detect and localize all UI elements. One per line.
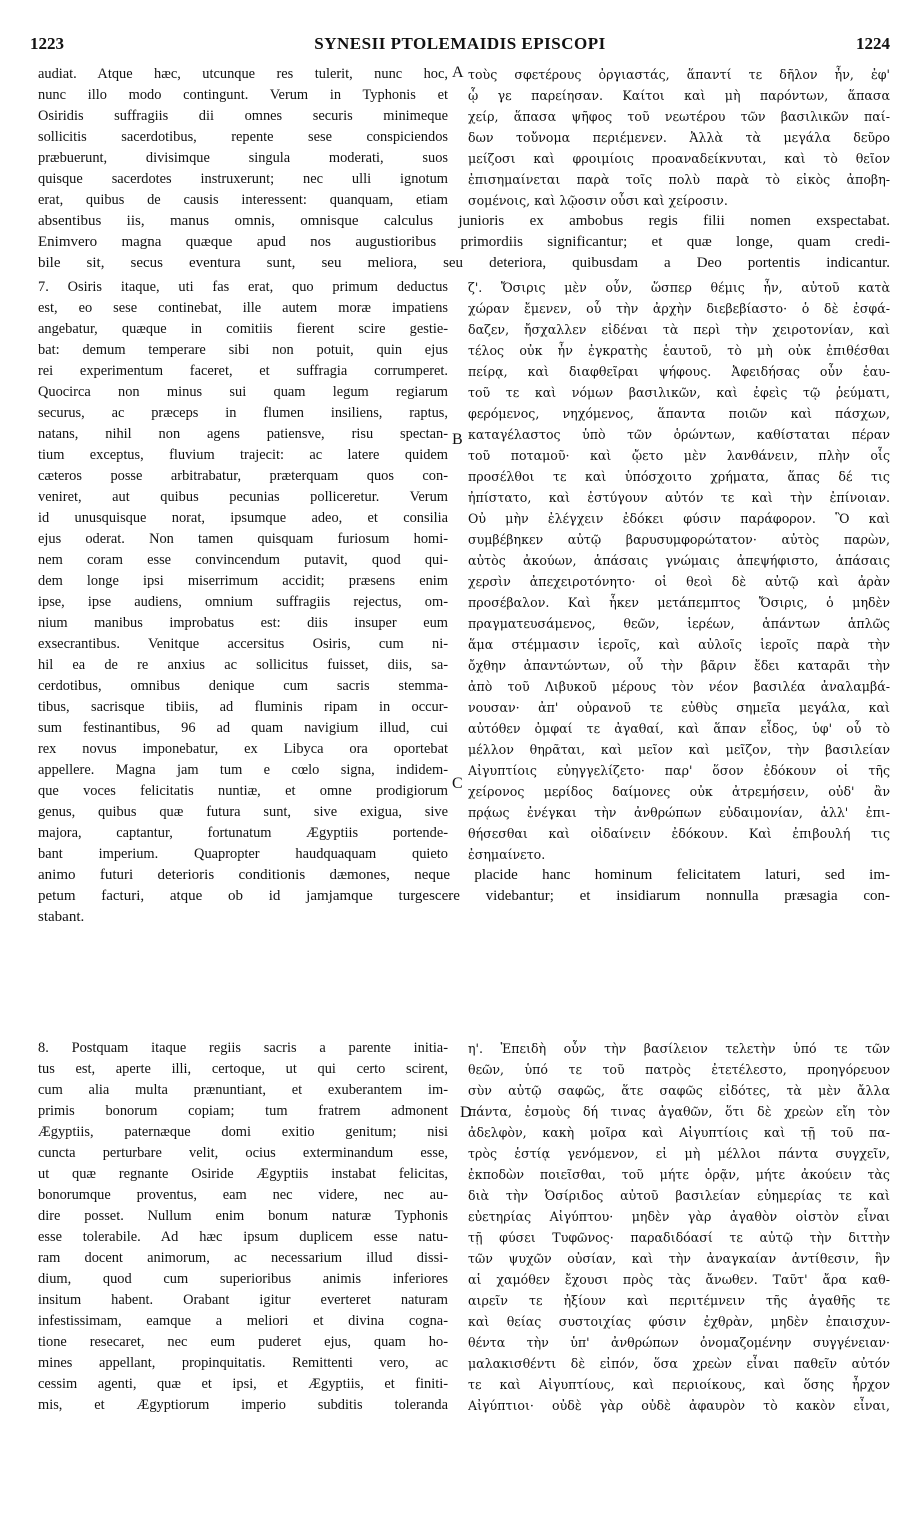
text-line: Quocirca non minus sui quam legum regiarum: [38, 384, 448, 400]
text-line: nium manibus improbatus est: diis insuper eum: [38, 615, 448, 631]
text-line: προσέλθοι τε καὶ ὑπόσχοιτο χρήματα, ἅπας δέ τις: [468, 469, 890, 484]
text-line: petum facturi, atque ob id jamjamque turgescere videbantur; et insidiarum nonnulla præsagia con-: [38, 888, 890, 904]
text-line: tibus, sacrisque tibiis, ad fluminis ripam in occur-: [38, 699, 448, 715]
text-line: cum alia multa prænuntiant, et exuberantem im-: [38, 1082, 448, 1098]
text-line: exsecrantibus. Venitque accersitus Osiris, cum ni-: [38, 636, 448, 652]
marker-b: B: [452, 431, 463, 448]
text-line: θήσεσθαι καὶ οἰδαίνειν ἐδόκουν. Καὶ ἐπιβουλή τις: [468, 826, 890, 841]
text-line: primis bonorum copiam; tum fratrem admonent: [38, 1103, 448, 1119]
text-line: veniret, aut quibus pecunias polliceretur. Verum: [38, 489, 448, 505]
text-line: πάντα, ἐσμοὺς δή τινας ἀγαθῶν, ὅτι δὲ χρεὼν εἴη τὸν: [468, 1104, 890, 1119]
text-line: χερσὶν ἀπεχειροτόνητο· οἱ θεοὶ δὲ αὐτῷ καὶ ἀρὰν: [468, 574, 890, 589]
text-line: ἐπισημαίνεται παρὰ τοῖς πολὺ παρὰ τὸ εἰκὸς ἀποβη-: [468, 172, 890, 187]
text-line: εὐετηρίας Αἰγύπτου· μηδὲν γὰρ ἀγαθὸν οἰστὸν εἶναι: [468, 1209, 890, 1224]
text-line: δαζεν, ἤσχαλλεν εἰδέναι τὰ περὶ τὴν χειροτονίαν, καὶ: [468, 322, 890, 337]
text-line: cerdotibus, omnibus denique cum sacris stemma-: [38, 678, 448, 694]
column-number-right: 1224: [856, 34, 890, 53]
text-line: mis, et Ægyptiorum imperio subditis toleranda: [38, 1397, 448, 1413]
text-line: σομένοις, καὶ λῷοσιν οὖσι καὶ χείροσιν.: [468, 193, 728, 208]
text-line: est, eo sese continebat, ille autem moræ impatiens: [38, 300, 448, 316]
text-line: τε καὶ Αἰγυπτίους, καὶ περιοίκους, καὶ ὅσης ἦρχον: [468, 1377, 890, 1392]
running-title: SYNESII PTOLEMAIDIS EPISCOPI: [314, 34, 606, 53]
text-line: ἐκποδὼν ποιεῖσθαι, τοῦ μήτε ὁρᾷν, μήτε ἀκούειν τὰς: [468, 1167, 890, 1182]
text-line: rei experimentum faceret, et suffragia corrumperet.: [38, 363, 448, 379]
latin-column-block-2: [38, 277, 448, 865]
text-line: majora, captantur, fortunatum Ægyptiis portende-: [38, 825, 448, 841]
text-line: ἅμα στέμμασιν ἱεροῖς, καὶ αὐλοῖς ἱεροῖς παρὰ τὴν: [468, 637, 890, 652]
text-line: τοὺς σφετέρους ὀργιαστάς, ἅπαντί τε δῆλον ἦν, ἐφ': [468, 67, 890, 82]
text-line: ζ'. Ὄσιρις μὲν οὖν, ὥσπερ θέμις ἦν, αὐτοῦ κατὰ: [468, 280, 890, 295]
text-line: ejus oderat. Non tamen quisquam furiosum homi-: [38, 531, 448, 547]
text-line: θέντα τὴν ὑπ' ἀνθρώπων ὀνομαζομένην συγγένειαν·: [468, 1335, 890, 1350]
text-line: ut quæ regnante Osiride Ægyptiis instabat felicitas,: [38, 1166, 448, 1182]
greek-column-block-2: [468, 277, 890, 865]
text-line: animo futuri deterioris conditionis dæmones, neque placide hanc hominum felicitatem laturi, sed im-: [38, 867, 890, 883]
text-line: αὐτὸς ἀκούων, ἁπάσαις γνώμαις ἀπεψήφιστο, ἁπάσαις: [468, 553, 890, 568]
text-line: Osiridis suffragiis dii omnes securis minimeque: [38, 108, 448, 124]
text-line: θεῶν, ὑπό τε τοῦ πατρὸς ἐτετέλεστο, προηγόρευον: [468, 1062, 890, 1077]
text-line: natans, nihil non agens patiensve, risu spectan-: [38, 426, 448, 442]
text-line: esse tolerabile. Ad hæc ipsum duplicem esse natu-: [38, 1229, 448, 1245]
text-line: Οὐ μὴν ἐλέγχειν ἐδόκει φύσιν παράφορον. Ὃ καὶ: [468, 511, 890, 526]
text-line: erat, quibus de causis interessent: quanquam, etiam: [38, 192, 448, 208]
text-line: χείρ, ἅπασα ψῆφος τοῦ νεωτέρου τῶν βασιλικῶν παί-: [468, 109, 890, 124]
marker-c: C: [452, 775, 463, 792]
text-line: dium, quod cum superioribus animis inferiores: [38, 1271, 448, 1287]
text-line: nunc illo modo contingunt. Verum in Typhonis et: [38, 87, 448, 103]
text-line: ipse, ipse audiens, omnium suffragiis rejectus, om-: [38, 594, 448, 610]
text-line: præbuerunt, divisimque singula moderati, suos: [38, 150, 448, 166]
text-line: σὺν αὐτῷ σαφῶς, ἅτε σαφῶς εἰδότες, τὰ μὲν ἄλλα: [468, 1083, 890, 1098]
text-line: τοῦ ποταμοῦ· καὶ ᾤετο μὲν λανθάνειν, πλὴν οἷς: [468, 448, 890, 463]
text-line: cuncta perturbare velit, ocius exterminandum esse,: [38, 1145, 448, 1161]
text-line: διὰ τὴν Ὀσίριδος αὐτοῦ βασιλείαν εὐημερίας τε καὶ: [468, 1188, 890, 1203]
text-line: stabant.: [38, 909, 85, 925]
text-line: id unusquisque norat, ipsumque adeo, et consilia: [38, 510, 448, 526]
text-line: dem longe ipsi miserrimum accidit; præsens enim: [38, 573, 448, 589]
text-line: appellere. Magna jam tum e cœlo signa, indidem-: [38, 762, 448, 778]
text-line: ᾧ γε παρείησαν. Καίτοι καὶ μὴ παρόντων, ἅπασα: [468, 88, 890, 103]
text-line: καταγέλαστος ὑπὸ τῶν ὁρώντων, καθίσταται πέραν: [468, 427, 890, 442]
text-line: tione resecaret, nec eum puderet ejus, quam ho-: [38, 1334, 448, 1350]
text-line: tus est, aperte illi, certoque, ut qui certo scirent,: [38, 1061, 448, 1077]
text-line: tium exceptus, fluvium trajecit: ac latere quidem: [38, 447, 448, 463]
greek-column-block-3: [468, 1038, 890, 1416]
text-line: dire posset. Nullum enim bonum naturæ Typhonis: [38, 1208, 448, 1224]
full-width-passage-1: [38, 211, 890, 274]
text-line: Αἰγυπτίοις εὐηγγελίζετο· παρ' ὅσον ἐδόκουν οἱ τῆς: [468, 763, 890, 778]
text-line: absentibus iis, manus omnis, omnisque calculus junioris ex ambobus regis filii nomen exspectabat.: [38, 213, 890, 229]
text-line: bile sit, secus eventura sunt, seu meliora, seu deteriora, quibusdam a Deo portentis indicantur.: [38, 255, 890, 271]
marker-d: D: [460, 1104, 472, 1121]
text-line: bat: demum temperare sibi non potuit, quin ejus: [38, 342, 448, 358]
text-line: τοῦ τε καὶ νόμων βασιλικῶν, καὶ ἐφεὶς τῷ ῥεύματι,: [468, 385, 890, 400]
text-line: δων τοὔνομα περιέμενεν. Ἀλλὰ τὰ μεγάλα δεῦρο: [468, 130, 890, 145]
text-line: προσέβαλον. Καὶ ἧκεν μετάπεμπτος Ὄσιρις, ὁ μηδὲν: [468, 595, 890, 610]
text-line: πείρᾳ, καὶ διαφθεῖραι ψήφους. Ἀφειδήσας οὖν ἑαυ-: [468, 364, 890, 379]
text-line: η'. Ἐπειδὴ οὖν τὴν βασίλειον τελετὴν ὑπό τε τῶν: [468, 1041, 890, 1056]
text-line: genus, quibus quæ futura sunt, sive exigua, sive: [38, 804, 448, 820]
text-line: rex novus imponebatur, ex Libyca ora oportebat: [38, 741, 448, 757]
text-line: μέλλον θηρᾶται, καὶ μεῖον καὶ μεῖζον, τὴν βασιλείαν: [468, 742, 890, 757]
column-number-left: 1223: [30, 34, 64, 53]
text-line: ram docent animorum, ac necessarium illud dissi-: [38, 1250, 448, 1266]
latin-column-block-1: [38, 64, 448, 211]
text-line: 7. Osiris itaque, uti fas erat, quo primum deductus: [38, 279, 448, 295]
text-line: que voces felicitatis nuntiæ, et omne prodigiorum: [38, 783, 448, 799]
text-line: τῶν ψυχῶν οὐσίαν, καὶ τὴν ἀναγκαίαν ἀντίθεσιν, ἣν: [468, 1251, 890, 1266]
text-line: angebatur, quæque in comitiis fierent scire gestie-: [38, 321, 448, 337]
text-line: sum festinantibus, 96 ad quam navigium illud, cui: [38, 720, 448, 736]
text-line: bonorumque proventus, eam nec videre, nec au-: [38, 1187, 448, 1203]
text-line: αὐτόθεν ὀμφαί τε ἀγαθαί, καὶ ἅπαν εἶδος, ὑφ' οὗ τὸ: [468, 721, 890, 736]
text-line: ἀδελφὸν, κακὴ μοῖρα καὶ Αἰγυπτίοις καὶ τῇ τοῦ πα-: [468, 1125, 890, 1140]
text-line: 8. Postquam itaque regiis sacris a parente initia-: [38, 1040, 448, 1056]
text-line: cessim agenti, quæ et ipsi, et Ægyptiis, et finiti-: [38, 1376, 448, 1392]
text-line: ἀπὸ τοῦ Λιβυκοῦ μέρους τὸν νέον βασιλέα ἀναλαμβά-: [468, 679, 890, 694]
text-line: hil ea de re anxius ac sollicitus fuisset, diis, sa-: [38, 657, 448, 673]
full-width-passage-2: [38, 865, 890, 928]
text-line: νουσαν· ἀπ' οὐρανοῦ τε εὐθὺς σημεῖα μεγάλα, καὶ: [468, 700, 890, 715]
greek-column-block-1: [468, 64, 890, 211]
text-line: χώραν ἔμενεν, οὗ τὴν ἀρχὴν διεβεβίαστο· ὁ δὲ ἐσφά-: [468, 301, 890, 316]
text-line: καὶ θείας συστοιχίας φύσιν ἐχθρὰν, μηδὲν ἐπαισχυν-: [468, 1314, 890, 1329]
text-line: ἐσημαίνετο.: [468, 847, 546, 862]
text-line: χείρονος μερίδος δαίμονες οὐκ ἀτρεμήσειν, οὐδ' ἂν: [468, 784, 890, 799]
text-line: τέλος οὐκ ἦν ἐγκρατὴς ἑαυτοῦ, τὸ μὴ οὐκ ἐπιθέσθαι: [468, 343, 890, 358]
text-line: cæteros posse arbitrabatur, præterquam quos con-: [38, 468, 448, 484]
text-line: πραγματευσάμενος, θεῶν, ἱερέων, ἁπάντων ἁπλῶς: [468, 616, 890, 631]
text-line: mines appellant, propinquitatis. Remittenti vero, ac: [38, 1355, 448, 1371]
text-line: αιρεῖν τε ἠξίουν καὶ περιτέμνειν τῆς ἀγαθῆς τε: [468, 1293, 890, 1308]
text-line: Ægyptiis, paternæque domi exitio genitum; nisi: [38, 1124, 448, 1140]
text-line: τρὸς ἑστίᾳ γενόμενον, εἰ μὴ μέλλοι πάντα συγχεῖν,: [468, 1146, 890, 1161]
text-line: bant imperium. Quapropter haudquaquam quieto: [38, 846, 448, 862]
text-line: μείζοσι καὶ φροιμίοις προαναδείκνυται, καὶ τὸ θεῖον: [468, 151, 890, 166]
text-line: insitum habent. Orabant igitur everteret naturam: [38, 1292, 448, 1308]
latin-column-block-3: [38, 1038, 448, 1416]
text-line: συμβέβηκεν αὐτῷ βαρυσυμφορώτατον· αὐτὸς παρὼν,: [468, 532, 890, 547]
text-line: securus, ac præceps in flumen insiliens, raptus,: [38, 405, 448, 421]
text-line: αἱ χαμόθεν ἔχουσι πρὸς τὰς ἄνωθεν. Ταῦτ' ἄρα καθ-: [468, 1272, 890, 1287]
text-line: ἠπίστατο, καὶ ἐστύγουν αὐτόν τε καὶ τὴν ἐπίνοιαν.: [468, 490, 890, 505]
text-line: ὄχθην ἀπαντώντων, οὗ τὴν βᾶριν ἔδει καταρᾶι τὴν: [468, 658, 890, 673]
text-line: μαλακισθέντι δὲ εἰπόν, ὅσα χρεὼν εἶναι παθεῖν αὐτόν: [468, 1356, 890, 1371]
text-line: Αἰγύπτιοι· οὐδὲ γὰρ οὐδὲ ἀφαυρὸν τὸ κακὸν εἶναι,: [468, 1398, 890, 1413]
text-line: sollicitis sacerdotibus, repente sese conspiciendos: [38, 129, 448, 145]
text-line: audiat. Atque hæc, utcunque res tulerit, nunc hoc,: [38, 66, 448, 82]
text-line: τῇ φύσει Τυφῶνος· παραδιδόασί τε αὐτῷ τὴν διττὴν: [468, 1230, 890, 1245]
text-line: quisque sacerdotes instruxerunt; nec ulli ignotum: [38, 171, 448, 187]
text-line: Enimvero magna quæque apud nos augustioribus primordiis significantur; et quæ longe, quam credi-: [38, 234, 890, 250]
text-line: nem coram esse convincendum putavit, quod qui-: [38, 552, 448, 568]
page-header: [30, 34, 890, 56]
text-line: πρᾴως ἐνέγκαι τὴν ἀνθρώπων εὐδαιμονίαν, ἀλλ' ἐπι-: [468, 805, 890, 820]
text-line: φερόμενος, νηχόμενος, ἅπαντα ποιῶν καὶ πάσχων,: [468, 406, 890, 421]
text-line: infestissimam, eamque a meliori et divina cogna-: [38, 1313, 448, 1329]
marker-a: A: [452, 64, 464, 81]
